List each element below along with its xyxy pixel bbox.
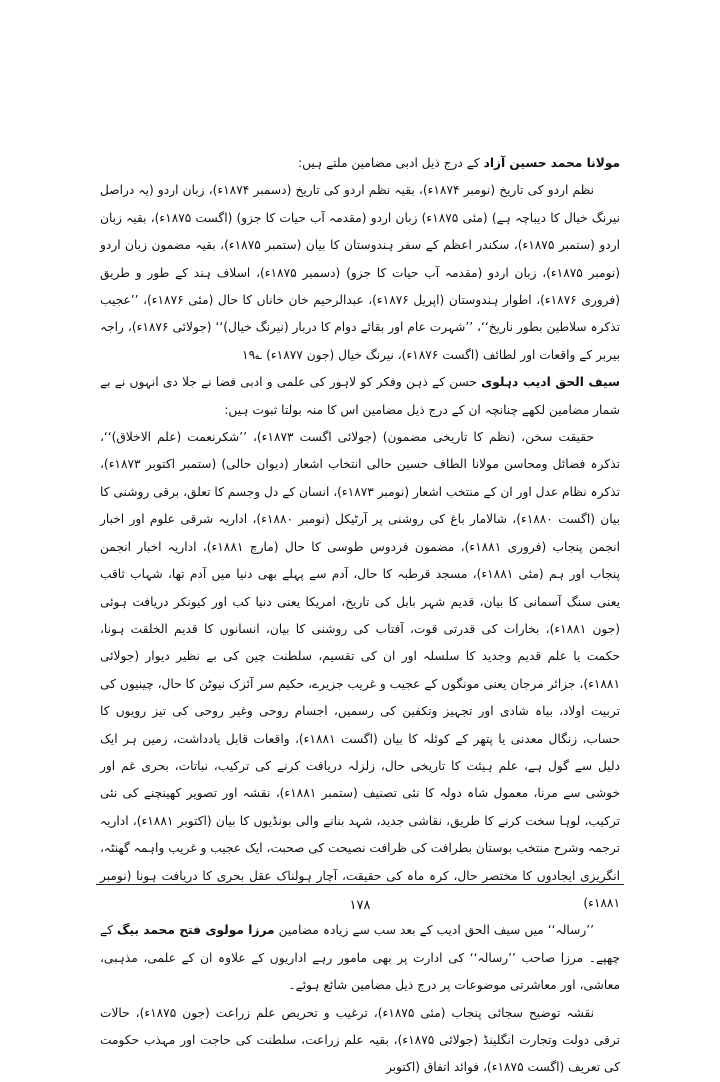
paragraph-saif-articles: حقیقت سخن، (نظم کا تاریخی مضمون) (جولائی اگست ۱۸۷۳ء)، ’’شکرنعمت (علم الاخلاق)‘‘، تذکرہ فضائل ومحاسن مولانا الطاف حسین حالی انتخاب اشعار (دیوان حالی) (ستمبر اکتوبر ۱۸۷۳ء)، تذکرہ نظام عدل اور ان کے منتخب اشعار (نومبر ۱۸۷۳ء)، انسان کے دل وجسم کا تعلق، برقی روشنی کا بیان (اگست ۱۸۸۰ء)، شالامار باغ کی روشنی پر آرٹیکل (نومبر ۱۸۸۰ء)، اداریہ شرقی علوم اور اخبار انجمن پنجاب (فروری ۱۸۸۱ء)، مضمون فردوس طوسی کا حال (مارچ ۱۸۸۱ء)، اداریہ اخبار انجمن پنجاب اور ہم (مئی ۱۸۸۱ء)، مسجد قرطبہ کا حال، آدم سے پہلے بھی دنیا میں آدم تھا، شہاب ثاقب یعنی سنگ آسمانی کا بیان، قدیم شہر بابل کی تاریخ، امریکا یعنی دنیا کب اور کیونکر دریافت ہوئی (جون ۱۸۸۱ء)، بخارات کی قدرتی قوت، آفتاب کی روشنی کا بیان، انسانوں کا قدیم الخلقت ہونا، حکمت یا علم قدیم وجدید کا سلسلہ اور ان کی تقسیم، سلطنت چین کی بے نظیر دیوار (جولائی ۱۸۸۱ء)، جزائر مرجان یعنی مونگوں کے عجیب و غریب جزیرے، حکیم سر آئزک نیوٹن کا حال، چینیوں کی تربیت اولاد، بیاہ شادی اور تجہیز وتکفین کی رسمیں، اجسام روحی وغیر روحی کی تیز رویوں کا حساب، زنگال معدنی یا پتھر کے کوئلہ کا بیان (اگست ۱۸۸۱ء)، واقعات قابل یادداشت، زمین ہر ایک دلیل سے گول ہے، علم ہیئت کا تاریخی حال، زلزلہ دریافت کرنے کی ترکیب، نباتات، بحری غم اور خوشی سے مرنا، معمول شاہ دولہ کا نئی تصنیف (ستمبر ۱۸۸۱ء)، نقشہ اور تصویر کھینچنے کی نئی ترکیب، لوہا سخت کرنے کا طریق، نقاشی جدید، شہد بنانے والی بونڈیوں کا بیان (اکتوبر ۱۸۸۱ء)، اداریہ ترجمہ وشرح منتخب بوستان بطرافت کی ظرافت نصیحت کی صحبت، ایک عجیب و غریب واہمہ گھنٹہ، انگریزی ایجادوں کا مختصر حال، کرہ ماہ کی حقیقت، آچار ہولناک عقل بحری کا دریافت ہونا (نومبر ۱۸۸۱ء) [100, 430, 620, 910]
paragraph-text: کے درج ذیل ادبی مضامین ملتے ہیں: [298, 156, 484, 170]
paragraph-beg-articles: نقشہ توضیح سجائی پنجاب (مئی ۱۸۷۵ء)، ترغیب و تحریص علم زراعت (جون ۱۸۷۵ء)، حالات ترقی دولت وتجارت انگلینڈ (جولائی ۱۸۷۵ء)، بقیہ علم زراعت، سلطنت کی حاجت اور مہذب حکومت کی تعریف (اگست ۱۸۷۵ء)، فوائد اتفاق (اکتوبر [100, 1005, 620, 1075]
paragraph-azad-articles: نظم اردو کی تاریخ (نومبر ۱۸۷۴ء)، بقیہ نظم اردو کی تاریخ (دسمبر ۱۸۷۴ء)، زبان اردو (یہ دراصل نیرنگ خیال کا دیباچہ ہے) (مئی ۱۸۷۵ء) زبان اردو (مقدمہ آب حیات کا جزو) (اگست ۱۸۷۵ء)، بقیہ زبان اردو (ستمبر ۱۸۷۵ء)، سکندر اعظم کے سفر ہندوستان کا بیان (ستمبر ۱۸۷۵ء)، بقیہ مضمون زبان اردو (نومبر ۱۸۷۵ء)، زبان اردو (مقدمہ آب حیات کا جزو) (دسمبر ۱۸۷۵ء)، اسلاف ہند کے طور و طریق (فروری ۱۸۷۶ء)، اطوار ہندوستان (اپریل ۱۸۷۶ء)، عبدالرحیم خان خاناں کا حال (مئی ۱۸۷۶ء)، ’’عجیب تذکرہ سلاطین بطور ناریخ‘‘، ’’شہرت عام اور بقائے دوام کا دربار (نیرنگ خیال)‘‘ (جولائی ۱۸۷۶ء)، راجہ بیربر کے واقعات اور لطائف (اگست ۱۸۷۶ء)، نیرنگ خیال (جون ۱۸۷۷ء) ؎۱۹ [100, 183, 621, 362]
page-number: ۱۷۸ [349, 898, 371, 913]
paragraph-text: ’’رسالہ‘‘ میں سیف الحق ادیب کے بعد سب سے زیادہ مضامین [274, 923, 594, 938]
author-name-azad: مولانا محمد حسین آزاد [483, 156, 620, 170]
paragraph-text: کے چھپے۔ مرزا صاحب ’’رسالہ‘‘ کی ادارت پر بھی مامور رہے اداریوں کے علاوہ ان کے علمی، مذہبی، معاشی، اور معاشرتی موضوعات پر درج ذیل مضامین شائع ہوئے۔ [100, 923, 620, 993]
paragraph-saif-intro [100, 369, 620, 424]
paragraph-azad-intro [100, 150, 620, 177]
document-body [100, 150, 620, 1082]
paragraph-beg-intro [100, 917, 620, 999]
author-name-beg: مرزا مولوی فتح محمد بیگ [116, 923, 275, 938]
author-name-saif: سیف الحق ادیب دہلوی [481, 375, 620, 390]
footer-divider [96, 884, 624, 885]
paragraph-text: حسن کے ذہن وفکر کو لاہور کی علمی و ادبی فضا نے جلا دی انہوں نے بے شمار مضامین لکھے چنانچہ ان کے درج ذیل مضامین اس کا منہ بولتا ثبوت ہیں: [100, 375, 620, 417]
